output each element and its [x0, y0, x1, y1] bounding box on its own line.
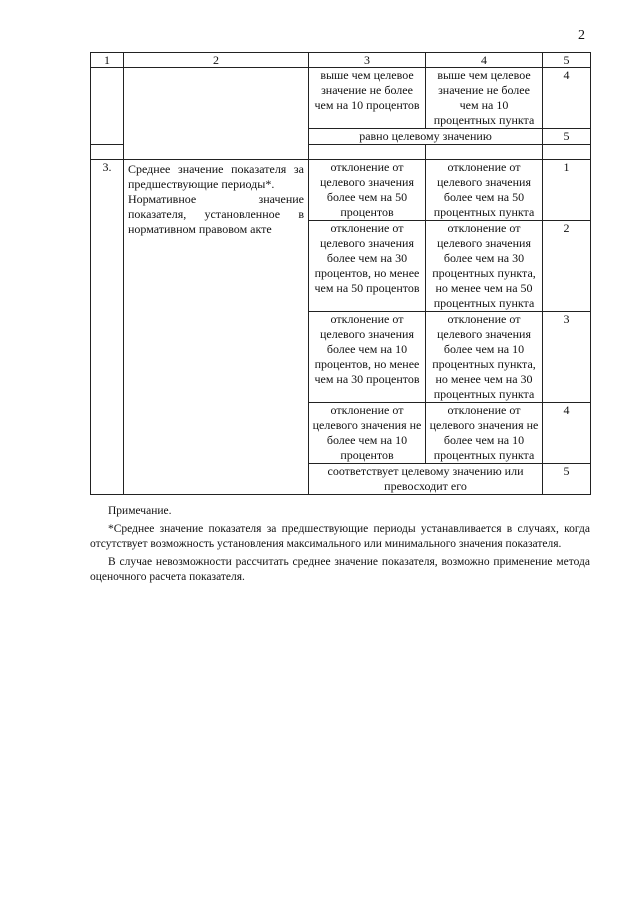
item-description-1: Среднее значение показателя за предшествующие периоды*.: [128, 162, 304, 191]
score-cell: 5: [543, 129, 591, 145]
header-col-2: 2: [124, 53, 309, 68]
spacer-cell: [309, 145, 426, 160]
item-number: 3.: [91, 160, 124, 495]
cont-cell-col2: [124, 68, 309, 160]
header-col-1: 1: [91, 53, 124, 68]
table-row: [91, 160, 591, 221]
score-cell: 3: [543, 312, 591, 403]
note-paragraph-1: *Среднее значение показателя за предшествующие периоды устанавливается в случаях, когда отсутствует возможность установления максимального или минимального значения показателя.: [90, 523, 590, 550]
notes-title: Примечание.: [108, 505, 172, 517]
spacer-cell: [426, 145, 543, 160]
merged-cell: соответствует целевому значению или превосходит его: [309, 464, 543, 495]
spacer-cell: [91, 145, 124, 160]
criterion-percent: отклонение от целевого значения более чем на 30 процентов, но менее чем на 50 процентов: [309, 221, 426, 312]
score-cell: 4: [543, 68, 591, 129]
spacer-cell: [543, 145, 591, 160]
criterion-percent: отклонение от целевого значения более чем на 50 процентов: [309, 160, 426, 221]
score-cell: 1: [543, 160, 591, 221]
criterion-points: отклонение от целевого значения не более чем на 10 процентных пункта: [426, 403, 543, 464]
criterion-percent: отклонение от целевого значения более чем на 10 процентов, но менее чем на 30 процентов: [309, 312, 426, 403]
criterion-points: отклонение от целевого значения более чем на 50 процентных пункта: [426, 160, 543, 221]
header-col-5: 5: [543, 53, 591, 68]
score-cell: 5: [543, 464, 591, 495]
item-description: [124, 160, 309, 495]
notes-section: [90, 504, 590, 588]
criterion-percent: отклонение от целевого значения не более чем на 10 процентов: [309, 403, 426, 464]
header-col-4: 4: [426, 53, 543, 68]
score-cell: 4: [543, 403, 591, 464]
cont-cell-col3: выше чем целевое значение не более чем на 10 процентов: [309, 68, 426, 129]
header-col-3: 3: [309, 53, 426, 68]
merged-cell: равно целевому значению: [309, 129, 543, 145]
cont-cell-col4: выше чем целевое значение не более чем на 10 процентных пункта: [426, 68, 543, 129]
header-row: [91, 53, 591, 68]
note-paragraph-2: В случае невозможности рассчитать среднее значение показателя, возможно применение метода оценочного расчета показателя.: [90, 556, 590, 583]
item-description-2: Нормативное значение показателя, установленное в нормативном правовом акте: [128, 192, 304, 236]
page-number: 2: [578, 28, 585, 43]
criterion-points: отклонение от целевого значения более чем на 10 процентных пункта, но менее чем на 30 процентных пункта: [426, 312, 543, 403]
criterion-points: отклонение от целевого значения более чем на 30 процентных пункта, но менее чем на 50 процентных пункта: [426, 221, 543, 312]
table-row: [91, 68, 591, 129]
criteria-table: [90, 52, 591, 495]
score-cell: 2: [543, 221, 591, 312]
cont-cell-col1: [91, 68, 124, 145]
